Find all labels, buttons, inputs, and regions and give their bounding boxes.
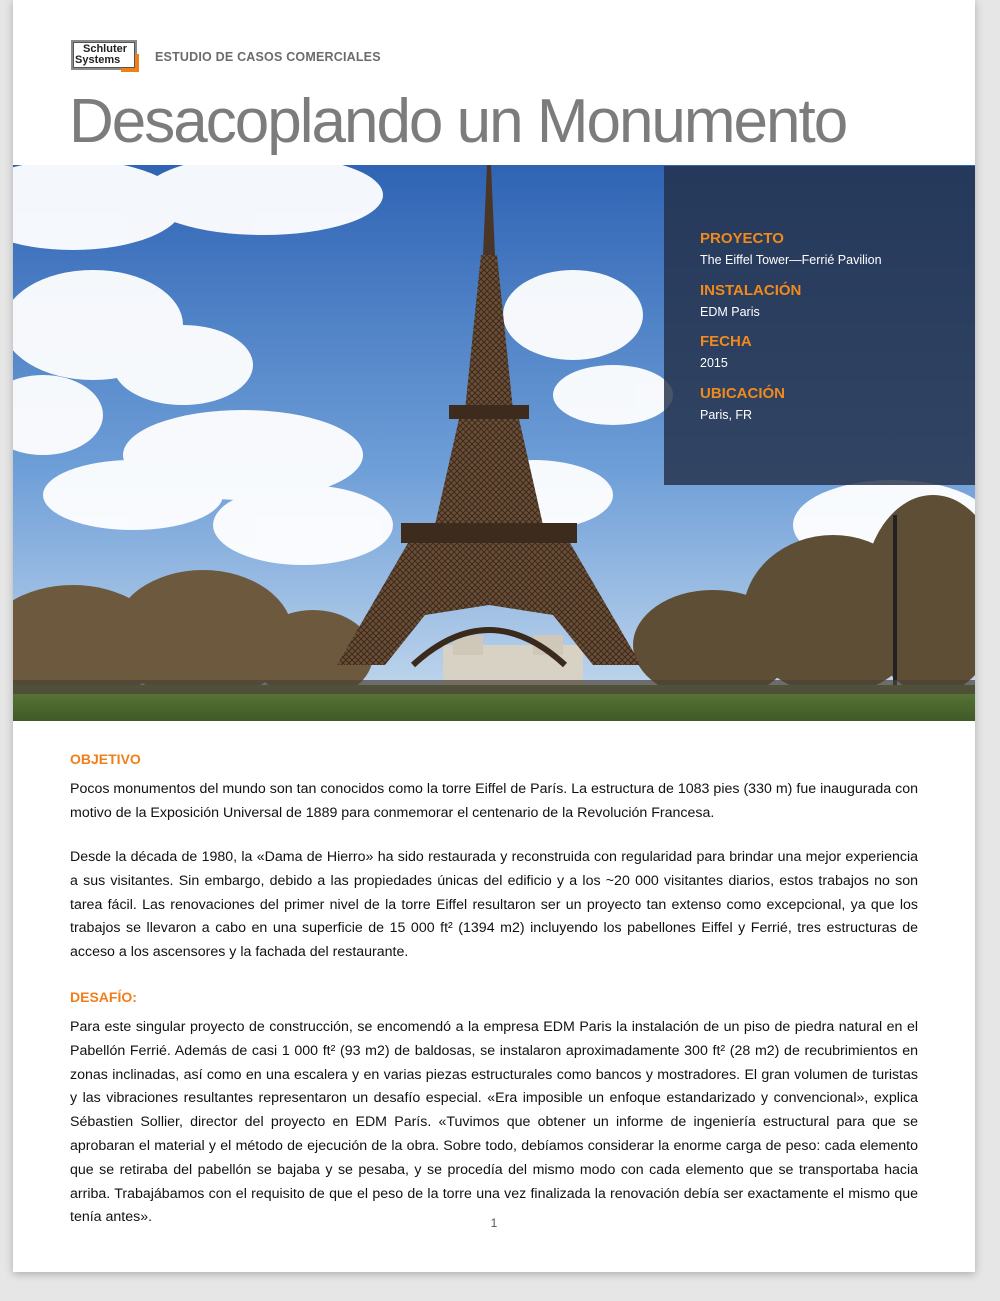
info-value-date: 2015	[700, 356, 728, 370]
info-value-location: Paris, FR	[700, 408, 753, 422]
project-info-panel	[664, 166, 975, 485]
schluter-logo	[71, 40, 139, 72]
paragraph: Pocos monumentos del mundo son tan conocidos como la torre Eiffel de París. La estructura de 1083 pies (330 m) fue inaugurada con motivo de la Exposición Universal de 1889 para conmemorar el centenario de la Revolución Francesa.	[70, 781, 918, 821]
paragraph: Desde la década de 1980, la «Dama de Hierro» ha sido restaurada y reconstruida con regularidad para brindar una mejor experiencia a sus visitantes. Sin embargo, debido a las propiedades únicas del edificio y a los ~20 000 visitantes diarios, estos trabajos no son tarea fácil. Las renovaciones del primer nivel de la torre Eiffel resultaron ser un proyecto tan extenso como excepcional, ya que los trabajos se llevaron a cabo en una superficie de 15 000 ft² (1394 m2) incluyendo los pabellones Eiffel y Ferrié, tres estructuras de acceso a los ascensores y la fachada del restaurante.	[70, 849, 918, 961]
section-heading-challenge: DESAFÍO:	[70, 989, 137, 1005]
section-heading-objective: OBJETIVO	[70, 751, 141, 767]
paragraph: Para este singular proyecto de construcción, se encomendó a la empresa EDM Paris la instalación de un piso de piedra natural en el Pabellón Ferrié. Además de casi 1 000 ft² (93 m2) de baldosas, se instalaron aproximadamente 300 ft² (28 m2) de recubrimientos en zonas inclinadas, así como en una escalera y en varias piezas estructurales como bancos y mostradores. El gran volumen de turistas y las vibraciones resultantes representaron un desafío especial. «Era imposible un enfoque estandarizado y convencional», explica Sébastien Sollier, director del proyecto en EDM París. «Tuvimos que obtener un informe de ingeniería estructural para que se aprobaran el material y el método de ejecución de la obra. Sobre todo, debíamos considerar la enorme carga de peso: cada elemento que se retiraba del pabellón se bajaba y se pesaba, y se procedía del mismo modo con cada elemento que se transportaba hacia arriba. Trabajábamos con el requisito de que el peso de la torre una vez finalizada la renovación debía ser exactamente el mismo que tenía antes».	[70, 1019, 918, 1226]
page-number: 1	[490, 1216, 498, 1230]
info-label-project: PROYECTO	[700, 230, 784, 247]
info-value-project: The Eiffel Tower—Ferrié Pavilion	[700, 253, 882, 267]
info-date	[700, 333, 752, 371]
logo-line-1: Schluter	[83, 43, 128, 55]
info-label-location: UBICACIÓN	[700, 385, 785, 402]
logo-line-2: Systems	[75, 54, 121, 66]
info-location	[700, 385, 785, 423]
info-project	[700, 230, 882, 268]
info-label-installer: INSTALACIÓN	[700, 282, 802, 299]
page-title: Desacoplando un Monumento	[69, 87, 847, 156]
info-installer	[700, 282, 801, 320]
document-type: ESTUDIO DE CASOS COMERCIALES	[155, 50, 381, 64]
document-page	[13, 0, 975, 1272]
info-value-installer: EDM Paris	[700, 305, 760, 319]
info-label-date: FECHA	[700, 333, 752, 350]
